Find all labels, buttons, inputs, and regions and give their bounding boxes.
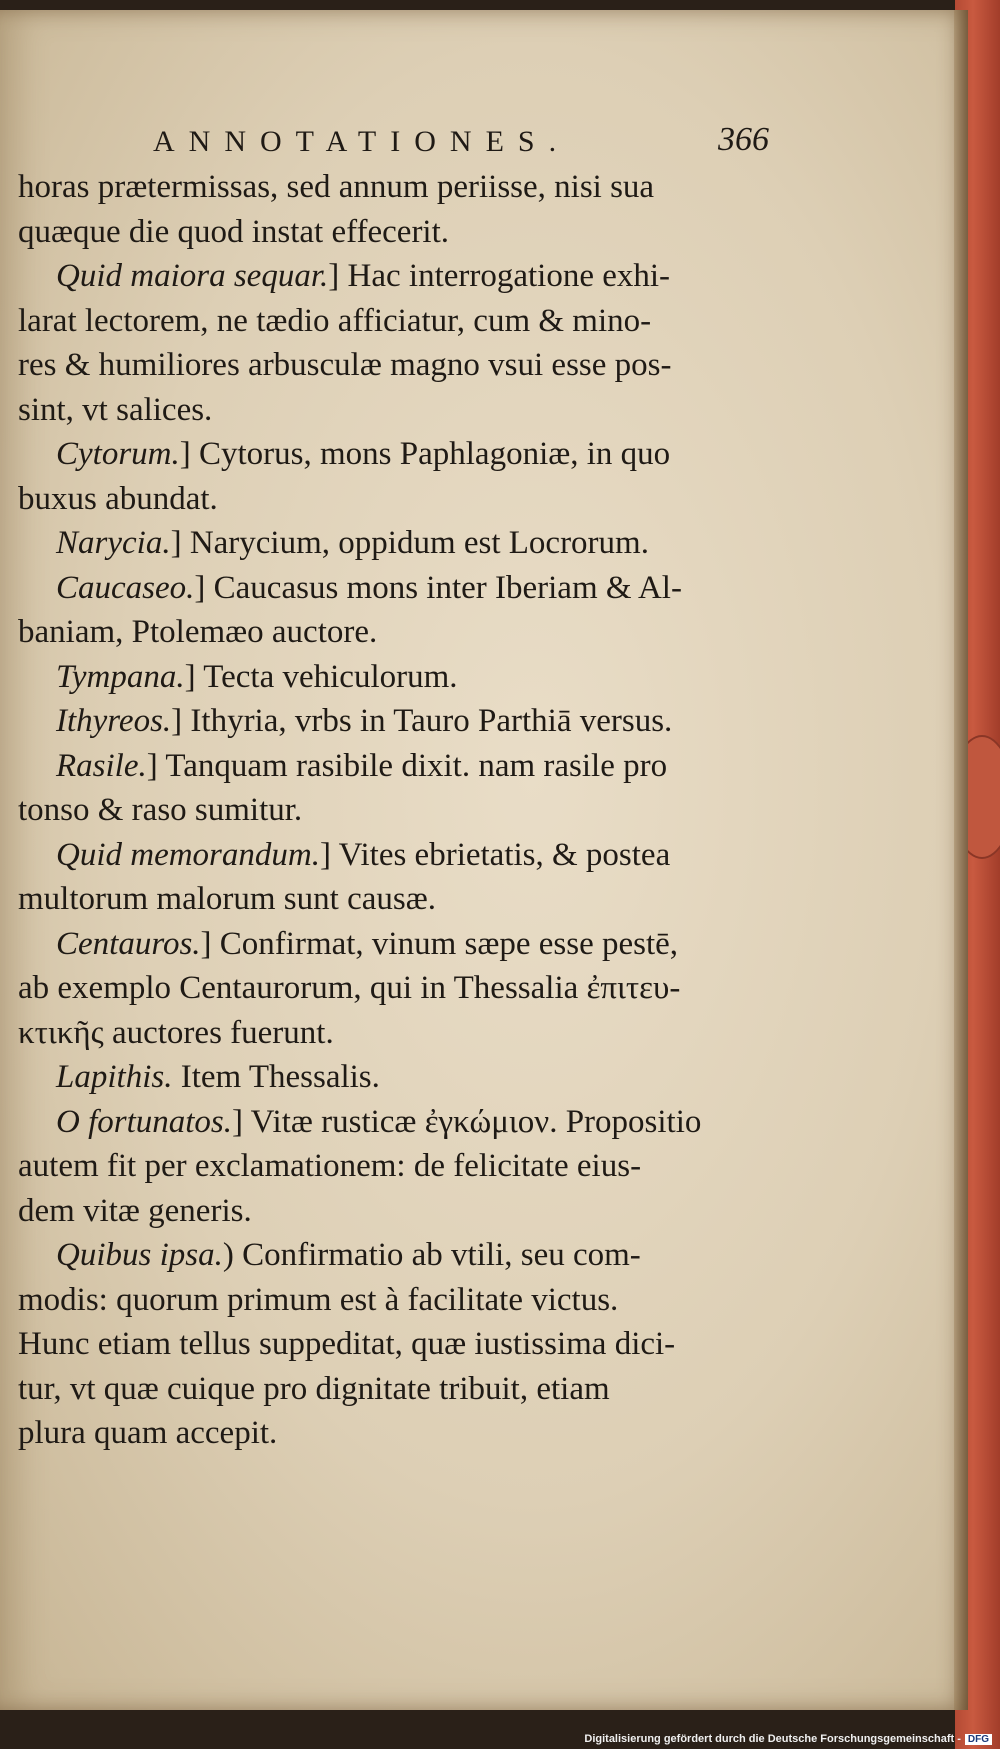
book-page [0,10,968,1710]
line-text: Item Thessalis. [172,1059,380,1095]
lemma: Lapithis. [56,1059,173,1095]
line-text: κτικῆς auctores fuerunt. [18,1014,334,1051]
line-text: baniam, Ptolemæo auctore. [18,614,378,650]
line-text: buxus abundat. [18,480,218,517]
text-line [18,521,798,566]
text-line [18,1278,798,1323]
text-line [18,922,798,967]
text-line [18,210,798,255]
line-text: quæque die quod instat effecerit. [18,213,450,250]
text-line [18,966,798,1011]
text-line [18,1411,798,1456]
text-line [18,343,798,388]
text-line [18,1011,798,1056]
text-line [18,299,798,344]
text-line [18,566,798,611]
text-line [18,1367,798,1412]
line-text: tur, vt quæ cuique pro dignitate tribuit, etiam [18,1370,610,1407]
lemma: Ithyreos. [56,703,172,739]
lemma: Rasile. [56,747,147,784]
text-line [18,1233,798,1278]
line-text: modis: quorum primum est à facilitate victus. [18,1281,619,1318]
text-line [18,1322,798,1367]
line-text: dem vitæ generis. [18,1192,252,1229]
line-text: ] Hac interrogatione exhi- [328,258,671,294]
line-text: ] Tecta vehiculorum. [184,658,458,695]
line-text: sint, vt salices. [18,391,213,428]
text-line [18,833,798,878]
line-text: plura quam accepit. [18,1415,278,1451]
lemma: Quid memorandum. [56,836,320,873]
lemma: Narycia. [56,525,171,561]
line-text: larat lectorem, ne tædio afficiatur, cum & mino- [18,302,652,339]
text-line [18,1100,798,1145]
running-head-title: ANNOTATIONES. [153,125,571,158]
dfg-logo: DFG [965,1734,992,1745]
running-head [18,105,798,165]
line-text: res & humiliores arbusculæ magno vsui esse pos- [18,347,672,383]
digitization-credit [584,1733,992,1745]
page-text [18,105,798,1456]
lemma: Cytorum. [56,436,180,472]
text-line [18,165,798,210]
line-text: horas prætermissas, sed annum periisse, nisi sua [18,169,655,205]
line-text: autem fit per exclamationem: de felicitate eius- [18,1148,642,1184]
lemma: Quibus ipsa. [56,1237,223,1273]
line-text: Hunc etiam tellus suppeditat, quæ iustissima dici- [18,1326,676,1362]
text-line [18,1144,798,1189]
lemma: Quid maiora sequar. [56,258,329,294]
line-text: ] Tanquam rasibile dixit. nam rasile pro [146,747,668,784]
text-line [18,432,798,477]
line-text: ] Cytorus, mons Paphlagoniæ, in quo [179,436,671,472]
line-text: ] Ithyria, vrbs in Tauro Parthiā versus. [171,703,673,739]
line-text: ab exemplo Centaurorum, qui in Thessalia ἐπιτευ- [18,970,681,1006]
text-line [18,254,798,299]
credit-text: Digitalisierung gefördert durch die Deutsche Forschungsgemeinschaft - [584,1733,961,1745]
lemma: Tympana. [56,658,185,695]
text-line [18,699,798,744]
text-line [18,477,798,522]
line-text: ) Confirmatio ab vtili, seu com- [222,1237,641,1273]
text-line [18,388,798,433]
lemma: O fortunatos. [56,1103,233,1140]
line-text: ] Vites ebrietatis, & postea [319,836,671,873]
text-line [18,655,798,700]
line-text: multorum malorum sunt causæ. [18,881,436,917]
text-line [18,1189,798,1234]
text-line [18,744,798,789]
text-line [18,788,798,833]
text-line [18,1055,798,1100]
page-gutter-shadow [954,10,968,1710]
line-text: ] Vitæ rusticæ ἐγκώμιον. Propositio [232,1103,702,1140]
line-text: ] Caucasus mons inter Iberiam & Al- [194,569,682,606]
line-text: ] Narycium, oppidum est Locrorum. [170,525,649,561]
text-line [18,877,798,922]
line-text: ] Confirmat, vinum sæpe esse pestē, [200,925,679,962]
line-text: tonso & raso sumitur. [18,792,303,828]
text-lines [18,165,798,1456]
lemma: Centauros. [56,925,201,962]
text-line [18,610,798,655]
page-number: 366 [718,121,769,158]
lemma: Caucaseo. [56,569,195,606]
